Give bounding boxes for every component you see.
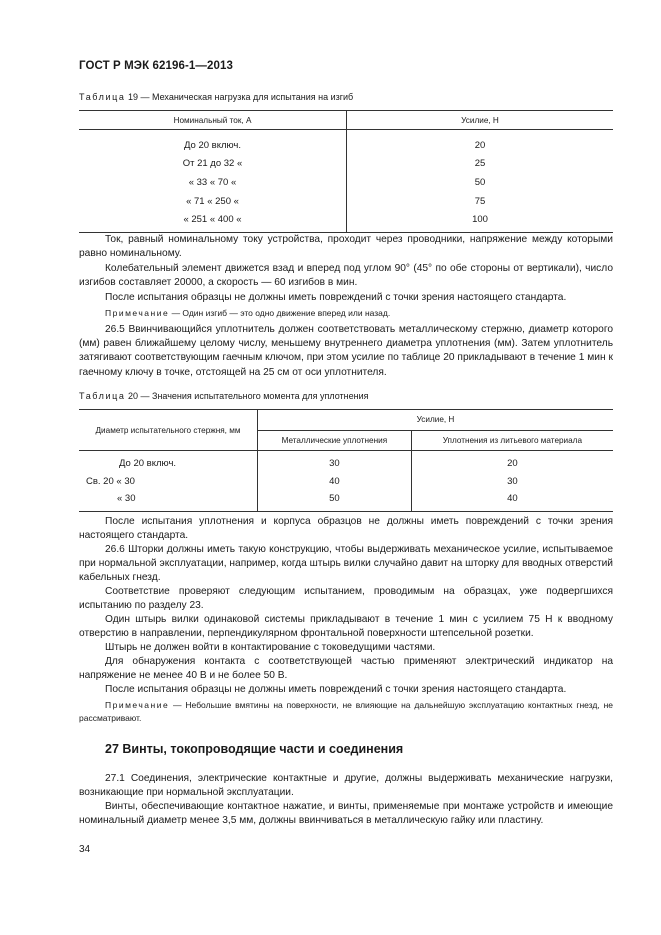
table-19-caption-text: 19 — Механическая нагрузка для испытания на изгиб: [125, 92, 354, 102]
section-title: 27 Винты, токопроводящие части и соединения: [105, 742, 404, 756]
table-20-header-metal: Металлические уплотнения: [258, 430, 412, 451]
table-19-header-row: [79, 111, 613, 130]
table-row: [79, 473, 613, 491]
paragraph: [79, 515, 613, 543]
table-20-caption-label: Таблица: [79, 391, 126, 401]
table-cell: 40: [411, 490, 613, 511]
paragraph: [79, 585, 613, 613]
table-20: [79, 409, 613, 512]
paragraph-text: Винты, обеспечивающие контактное нажатие, и винты, применяемые при монтаже устройств и имеющие номинальный диаметр менее 3,5 мм, должны ввинчиваться в металлическую гайку или пластину.: [79, 801, 613, 827]
table-cell: Св. 20 « 30: [79, 473, 258, 491]
paragraph: [79, 641, 613, 655]
table-19-header-force: Усилие, Н: [347, 111, 614, 130]
paragraph-text: Соответствие проверяют следующим испытанием, проводимым на образцах, уже подвергшихся испытанию по разделу 23.: [79, 586, 613, 612]
paragraph-text: Колебательный элемент движется взад и вперед под углом 90° (45° по обе стороны от вертикали), число изгибов составляет 20000, а скорость — 60 изгибов в мин.: [79, 263, 613, 289]
table-row: [79, 490, 613, 511]
paragraph: [79, 543, 613, 586]
note: [105, 307, 613, 320]
paragraph: [79, 800, 613, 828]
table-cell: 50: [258, 490, 412, 511]
paragraph: [79, 655, 613, 683]
table-row: [79, 210, 613, 232]
table-20-header-diameter: Диаметр испытательного стержня, мм: [79, 410, 258, 451]
table-cell: До 20 включ.: [79, 130, 347, 155]
table-cell: « 71 « 250 «: [79, 192, 347, 211]
table-20-header-force: Усилие, Н: [258, 410, 614, 431]
table-20-header-row: [79, 410, 613, 431]
table-row: [79, 192, 613, 211]
paragraph: [79, 233, 613, 261]
note-label: Примечание: [105, 700, 170, 710]
table-19-header-current: Номинальный ток, А: [79, 111, 347, 130]
paragraph: [79, 613, 613, 641]
note: [79, 699, 613, 724]
table-19-caption: [79, 92, 353, 102]
paragraph: [79, 772, 613, 800]
table-row: [79, 130, 613, 155]
table-cell: 25: [474, 158, 486, 170]
table-cell: 100: [347, 210, 614, 232]
table-cell: « 30: [79, 490, 258, 511]
table-19-caption-label: Таблица: [79, 92, 126, 102]
table-row: [79, 173, 613, 192]
table-cell: « 251 « 400 «: [79, 210, 347, 232]
table-20-caption-text: 20 — Значения испытательного момента для уплотнения: [125, 391, 369, 401]
table-20-caption: [79, 391, 369, 401]
paragraph-text: 26.6 Шторки должны иметь такую конструкцию, чтобы выдерживать механическое усилие, испытываемое при нормальной эксплуатации, например, когда штырь вилки случайно давит на шторку для вводных отверстий кабельных гнезд.: [79, 544, 613, 584]
table-cell: 20: [507, 458, 518, 470]
table-row: [79, 451, 613, 473]
table-cell: 50: [474, 176, 486, 188]
standard-header: ГОСТ Р МЭК 62196-1—2013: [79, 60, 233, 72]
table-cell: До 20 включ.: [79, 451, 258, 473]
paragraph-text: 26.5 Ввинчивающийся уплотнитель должен соответствовать металлическому стержню, диаметр которого (мм) равен ближайшему целому числу, меньшему внутреннего диаметра уплотнения (мм). Затем уплотнитель затягивают соответствующим гаечным ключом, при этом усилие по таблице 20 прикладывают в течение 1 мин к гаечному ключу в точке, отстоящей на 25 см от оси уплотнителя.: [79, 324, 613, 378]
table-19: [79, 110, 613, 233]
paragraph-text: Для обнаружения контакта с соответствующей частью применяют электрический индикатор на напряжение не менее 40 В и не более 50 В.: [79, 656, 613, 682]
paragraph-text: После испытания образцы не должны иметь повреждений с точки зрения настоящего стандарта.: [105, 684, 567, 695]
table-cell: От 21 до 32 «: [79, 155, 347, 174]
table-cell: 30: [507, 475, 518, 487]
paragraph: [79, 262, 613, 290]
paragraph-text: 27.1 Соединения, электрические контактные и другие, должны выдерживать механические нагрузки, возникающие при нормальной эксплуатации.: [79, 773, 613, 799]
note-text: — Один изгиб — это одно движение вперед или назад.: [169, 308, 391, 318]
paragraph-text: Штырь не должен войти в контактирование с токоведущими частями.: [105, 642, 436, 653]
table-20-header-molded: Уплотнения из литьевого материала: [411, 430, 613, 451]
paragraph: [79, 683, 613, 697]
table-cell: 30: [258, 451, 412, 473]
table-cell: « 33 « 70 «: [79, 173, 347, 192]
table-cell: 20: [474, 139, 486, 151]
paragraph-text: Ток, равный номинальному току устройства, проходит через проводники, напряжение между которыми равно номинальному.: [79, 234, 613, 260]
table-cell: 40: [258, 473, 412, 491]
paragraph-text: После испытания образцы не должны иметь повреждений с точки зрения настоящего стандарта.: [105, 292, 567, 303]
page-number: 34: [79, 844, 91, 855]
paragraph-text: После испытания уплотнения и корпуса образцов не должны иметь повреждений с точки зрения настоящего стандарта.: [79, 516, 613, 542]
table-cell: 75: [474, 195, 486, 207]
paragraph: [79, 291, 613, 305]
paragraph: [79, 323, 613, 380]
note-label: Примечание: [105, 308, 170, 318]
paragraph-text: Один штырь вилки одинаковой системы прикладывают в течение 1 мин с усилием 75 Н к вводному отверстию в направлении, перпендикулярном фронтальной поверхности штепсельной розетки.: [79, 614, 613, 640]
table-row: [79, 155, 613, 174]
note-text: — Небольшие вмятины на поверхности, не влияющие на дальнейшую эксплуатацию контактных гнезд, не рассматривают.: [79, 700, 613, 723]
